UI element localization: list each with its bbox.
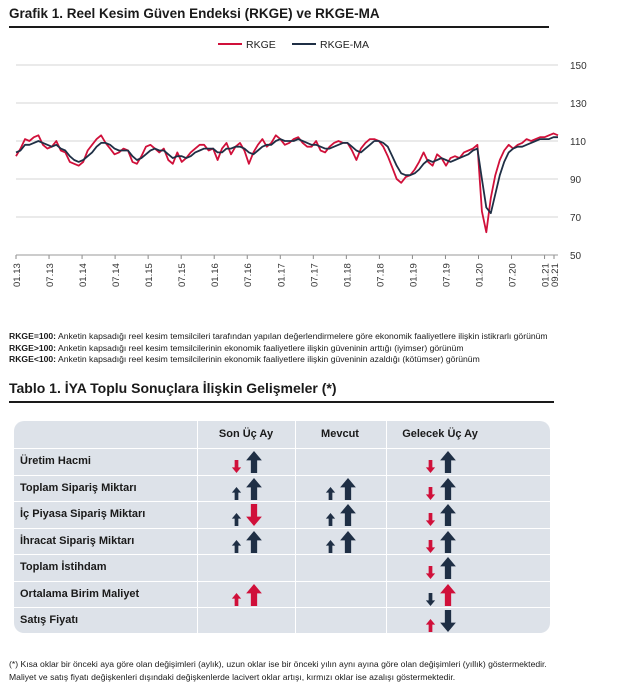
- x-tick-label: 01.19: [408, 263, 420, 287]
- x-tick-label: 01.16: [210, 263, 222, 287]
- arrow-cell: [418, 477, 462, 500]
- y-tick-label: 90: [570, 175, 582, 186]
- x-tick-label: 07.13: [45, 263, 57, 287]
- x-tick-label: 07.16: [243, 263, 255, 287]
- row-divider: [14, 554, 550, 555]
- arrow-up-icon: [231, 487, 242, 500]
- arrow-up-icon: [440, 478, 456, 500]
- x-tick-label: 01.20: [474, 263, 486, 287]
- y-tick-label: 150: [570, 61, 587, 72]
- y-tick-label: 70: [570, 213, 582, 224]
- row-label: Satış Fiyatı: [20, 614, 79, 626]
- x-tick-label: 01.18: [342, 263, 354, 287]
- arrow-up-icon: [246, 584, 262, 606]
- row-label: İç Piyasa Sipariş Miktarı: [20, 508, 146, 520]
- row-divider: [14, 634, 550, 635]
- arrow-up-icon: [340, 504, 356, 526]
- arrow-up-icon: [440, 504, 456, 526]
- note-line: RKGE=100: Anketin kapsadığı reel kesim temsilcileri tarafından yapılan değerlendirmelere göre ekonomik faaliyetlere ilişkin istikrarlı görünüm: [9, 331, 548, 341]
- arrow-cell: [224, 477, 268, 500]
- footnote-line: (*) Kısa oklar bir önceki aya göre olan değişimleri (aylık), uzun oklar ise bir önceki yılın aynı ayına göre olan değişimleri (yıllık) göstermektedir.: [9, 659, 547, 669]
- x-tick-label: 01.13: [12, 263, 23, 287]
- column-header: Gelecek Üç Ay: [402, 428, 478, 440]
- x-tick-label: 07.17: [309, 263, 321, 287]
- note-line: RKGE<100: Anketin kapsadığı reel kesim temsilcilerinin ekonomik faaliyetlere ilişkin güveninin azaldığı (kötümser) görünüm: [9, 354, 480, 365]
- row-divider: [14, 501, 550, 502]
- arrow-cell: [224, 503, 268, 526]
- row-divider: [14, 581, 550, 582]
- arrow-up-icon: [246, 478, 262, 500]
- arrow-down-icon: [425, 460, 436, 473]
- table-title-underline: [9, 401, 554, 403]
- arrow-cell: [418, 583, 462, 606]
- footnote: [9, 658, 547, 684]
- arrow-up-icon: [440, 531, 456, 553]
- row-divider: [14, 475, 550, 476]
- arrow-cell: [418, 556, 462, 579]
- arrow-cell: [318, 503, 362, 526]
- row-label: Ortalama Birim Maliyet: [20, 587, 140, 600]
- arrow-down-icon: [425, 487, 436, 500]
- legend-label: RKGE: [246, 39, 276, 51]
- arrow-up-icon: [340, 531, 356, 553]
- line-chart: [0, 30, 627, 330]
- x-tick-label: 07.18: [375, 263, 387, 287]
- series-line-rkge-ma: [16, 137, 558, 213]
- arrow-up-icon: [340, 478, 356, 500]
- arrow-up-icon: [325, 487, 336, 500]
- x-tick-label: 07.14: [111, 263, 123, 287]
- x-tick-label: 01.15: [144, 263, 156, 287]
- x-tick-label: 09.21: [550, 263, 561, 287]
- arrow-up-icon: [231, 593, 242, 606]
- arrow-up-icon: [425, 619, 436, 632]
- row-divider: [14, 528, 550, 529]
- chart-notes: [9, 331, 548, 366]
- arrow-cell: [418, 530, 462, 553]
- arrow-up-icon: [246, 451, 262, 473]
- arrow-up-icon: [325, 513, 336, 526]
- arrow-up-icon: [231, 540, 242, 553]
- arrow-cell: [418, 503, 462, 526]
- row-label: Toplam Sipariş Miktarı: [20, 481, 137, 494]
- arrow-up-icon: [440, 584, 456, 606]
- row-label: Toplam İstihdam: [20, 561, 107, 573]
- arrow-down-icon: [425, 513, 436, 526]
- arrow-cell: [224, 530, 268, 553]
- y-tick-label: 110: [570, 137, 586, 148]
- arrow-down-icon: [425, 593, 436, 606]
- y-tick-label: 130: [570, 99, 587, 110]
- arrow-cell: [418, 609, 462, 632]
- row-label: İhracat Sipariş Miktarı: [20, 534, 135, 547]
- column-header: Son Üç Ay: [218, 428, 274, 440]
- arrow-up-icon: [440, 557, 456, 579]
- row-divider: [14, 607, 550, 608]
- arrow-cell: [418, 450, 462, 473]
- x-tick-label: 07.20: [507, 263, 519, 287]
- arrow-up-icon: [325, 540, 336, 553]
- arrow-up-icon: [440, 451, 456, 473]
- arrow-down-icon: [425, 540, 436, 553]
- arrow-down-icon: [231, 460, 242, 473]
- legend-label: RKGE-MA: [320, 39, 370, 51]
- chart-title: Grafik 1. Reel Kesim Güven Endeksi (RKGE) ve RKGE-MA: [9, 6, 380, 21]
- x-tick-label: 01.14: [78, 263, 90, 287]
- arrow-cell: [318, 530, 362, 553]
- arrow-down-icon: [440, 610, 456, 632]
- arrow-cell: [224, 450, 268, 473]
- arrow-cell: [318, 477, 362, 500]
- x-tick-label: 07.15: [177, 263, 189, 287]
- arrow-up-icon: [231, 513, 242, 526]
- row-label: Üretim Hacmi: [20, 455, 91, 467]
- x-tick-label: 01.17: [276, 263, 288, 287]
- arrow-down-icon: [425, 566, 436, 579]
- x-tick-label: 01.21: [540, 263, 552, 287]
- arrow-cell: [224, 583, 268, 606]
- footnote-line: Maliyet ve satış fiyatı değişkenleri dışındaki değişkenlerde lacivert oklar artışı, kırmızı oklar ise azalışı göstermektedir.: [9, 672, 456, 682]
- row-divider: [14, 448, 550, 449]
- table-title: Tablo 1. İYA Toplu Sonuçlara İlişkin Gelişmeler (*): [9, 380, 337, 396]
- x-tick-label: 07.19: [441, 263, 453, 287]
- column-header: Mevcut: [321, 428, 359, 440]
- y-tick-label: 50: [570, 251, 582, 262]
- arrow-down-icon: [246, 504, 262, 526]
- arrow-up-icon: [246, 531, 262, 553]
- title-underline: [9, 26, 549, 28]
- note-line: RKGE>100: Anketin kapsadığı reel kesim temsilcilerinin ekonomik faaliyetlere ilişkin güveninin arttığı (iyimser) görünüm: [9, 342, 464, 353]
